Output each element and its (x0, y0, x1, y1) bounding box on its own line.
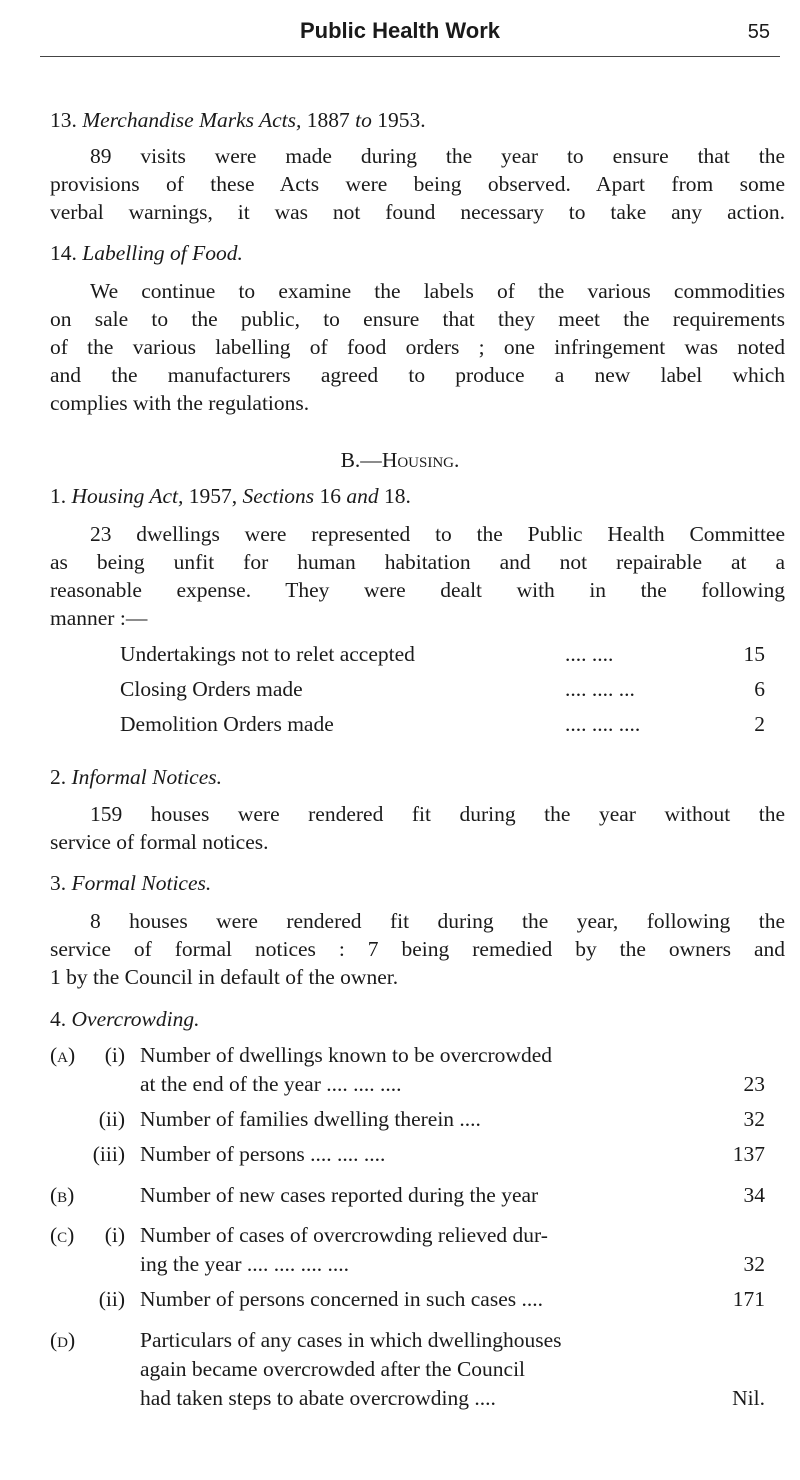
item-text: Number of families dwelling therein .... (140, 1107, 481, 1131)
housing-4-heading (50, 1005, 785, 1033)
paragraph-line: reasonable expense. They were dealt with in the following (50, 578, 785, 602)
section-title: Informal Notices. (71, 765, 222, 789)
item-value: Nil. (732, 1386, 765, 1410)
row-value: 2 (754, 712, 765, 736)
paragraph-line: 159 houses were rendered fit during the year without the (90, 802, 785, 826)
section-14-heading (50, 239, 785, 267)
row-value: 6 (754, 677, 765, 701)
paragraph-line: as being unfit for human habitation and not repairable at a (50, 550, 785, 574)
housing-3-heading (50, 869, 785, 897)
row-label: Undertakings not to relet accepted (120, 642, 415, 666)
row-value: 15 (743, 642, 765, 666)
item-roman: (i) (104, 1223, 125, 1247)
housing-2-heading (50, 763, 785, 791)
paragraph-line: and the manufacturers agreed to produce a new label which (50, 363, 785, 387)
section-ref: 18. (384, 484, 411, 508)
section-title: Formal Notices. (71, 871, 212, 895)
act-year-end: 1953. (377, 108, 426, 132)
running-header-title: Public Health Work (299, 18, 501, 43)
paragraph-line: 8 houses were rendered fit during the year, following the (90, 909, 785, 933)
item-text: ing the year .... .... .... .... (140, 1252, 349, 1276)
paragraph-line: of the various labelling of food orders ; one infringement was noted (50, 335, 785, 359)
row-label: Closing Orders made (120, 677, 303, 701)
housing-1-heading (50, 482, 785, 510)
act-year-connector: to (355, 108, 372, 132)
paragraph-line: 89 visits were made during the year to ensure that the (90, 144, 785, 168)
item-text: again became overcrowded after the Council (140, 1357, 526, 1381)
paragraph-line: service of formal notices. (50, 830, 269, 854)
paragraph-line: complies with the regulations. (50, 391, 310, 415)
row-label: Demolition Orders made (120, 712, 334, 736)
section-ref: 16 (319, 484, 342, 508)
heading-letter: B.— (340, 448, 382, 472)
act-title: Housing Act, (71, 484, 184, 508)
page-number: 55 (747, 21, 770, 43)
item-text: Number of persons .... .... .... (140, 1142, 386, 1166)
item-text: Number of persons concerned in such cases .... (140, 1287, 543, 1311)
paragraph-line: manner :— (50, 606, 148, 630)
row-leader: .... .... (565, 642, 614, 666)
section-number: 4. (50, 1007, 67, 1031)
act-title: Merchandise Marks Acts, (82, 108, 302, 132)
item-value: 34 (743, 1183, 765, 1207)
housing-heading (0, 446, 800, 474)
item-letter: (c) (50, 1223, 75, 1247)
item-value: 171 (732, 1287, 765, 1311)
paragraph-line: We continue to examine the labels of the various commodities (90, 279, 785, 303)
paragraph-line: on sale to the public, to ensure that they meet the requirements (50, 307, 785, 331)
paragraph-line: 1 by the Council in default of the owner. (50, 965, 399, 989)
row-leader: .... .... ... (565, 677, 635, 701)
paragraph-line: service of formal notices : 7 being remedied by the owners and (50, 937, 785, 961)
item-value: 137 (732, 1142, 765, 1166)
act-year-start: 1887 (306, 108, 350, 132)
row-leader: .... .... .... (565, 712, 641, 736)
paragraph-line: provisions of these Acts were being observed. Apart from some (50, 172, 785, 196)
item-roman: (iii) (92, 1142, 125, 1166)
paragraph-line: verbal warnings, it was not found necessary to take any action. (50, 200, 785, 224)
header-rule (40, 56, 780, 57)
item-text: at the end of the year .... .... .... (140, 1072, 402, 1096)
section-number: 2. (50, 765, 67, 789)
section-number: 1. (50, 484, 67, 508)
section-number: 14. (50, 241, 77, 265)
section-title: Labelling of Food. (82, 241, 243, 265)
item-value: 23 (743, 1072, 765, 1096)
item-text: Number of new cases reported during the year (140, 1183, 539, 1207)
item-value: 32 (743, 1107, 765, 1131)
item-roman: (i) (104, 1043, 125, 1067)
item-text: had taken steps to abate overcrowding .... (140, 1386, 496, 1410)
item-value: 32 (743, 1252, 765, 1276)
section-title: Overcrowding. (71, 1007, 200, 1031)
heading-text: Housing. (381, 448, 460, 472)
and-word: and (346, 484, 379, 508)
item-letter: (a) (50, 1043, 76, 1067)
item-text: Particulars of any cases in which dwellinghouses (140, 1328, 562, 1352)
section-13-heading (50, 106, 785, 134)
section-number: 13. (50, 108, 77, 132)
item-text: Number of dwellings known to be overcrowded (140, 1043, 552, 1067)
item-roman: (ii) (98, 1287, 125, 1311)
paragraph-line: 23 dwellings were represented to the Public Health Committee (90, 522, 785, 546)
act-year: 1957, (188, 484, 238, 508)
item-text: Number of cases of overcrowding relieved dur- (140, 1223, 548, 1247)
item-roman: (ii) (98, 1107, 125, 1131)
item-letter: (d) (50, 1328, 76, 1352)
sections-word: Sections (242, 484, 315, 508)
section-number: 3. (50, 871, 67, 895)
item-letter: (b) (50, 1183, 75, 1207)
